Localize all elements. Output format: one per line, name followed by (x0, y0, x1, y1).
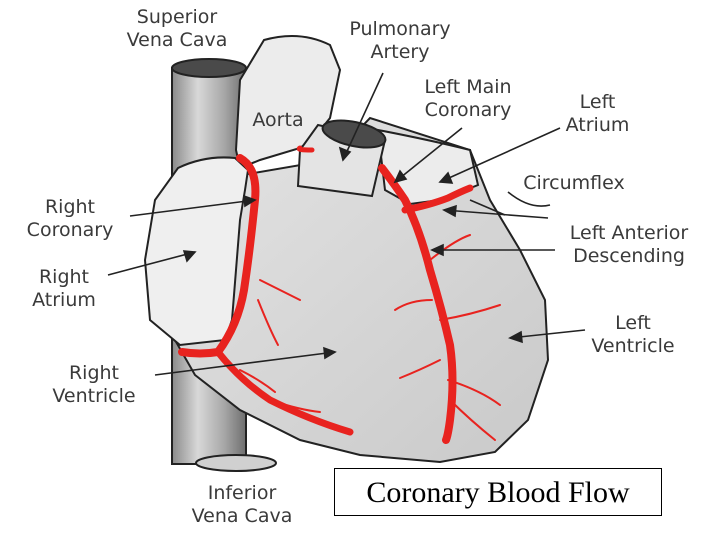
label-left-atrium-line1: Left (579, 91, 616, 113)
label-right-ventricle (36, 362, 152, 408)
label-superior-vena-cava-line1: Superior (136, 6, 218, 28)
label-left-atrium-line2: Atrium (565, 114, 630, 136)
label-right-atrium-line2: Atrium (32, 289, 96, 311)
label-right-coronary-line1: Right (44, 196, 96, 218)
label-circumflex-text: Circumflex (523, 172, 625, 194)
label-right-ventricle-line1: Right (68, 362, 120, 384)
label-left-ventricle (575, 312, 691, 358)
label-pulmonary-artery (330, 18, 470, 64)
label-circumflex (506, 172, 642, 195)
right-atrium-shape (145, 157, 248, 345)
label-inferior-vena-cava (172, 482, 312, 528)
label-aorta (240, 109, 316, 132)
label-pulmonary-artery-line1: Pulmonary (349, 18, 451, 40)
label-inferior-vena-cava-line1: Inferior (207, 482, 277, 504)
label-left-main-coronary-line1: Left Main (424, 76, 512, 98)
label-inferior-vena-cava-line2: Vena Cava (191, 505, 293, 527)
label-superior-vena-cava (112, 6, 242, 52)
label-left-ventricle-line1: Left (615, 312, 651, 334)
label-right-ventricle-line2: Ventricle (52, 385, 136, 407)
label-left-atrium (555, 91, 640, 137)
label-right-coronary (8, 196, 132, 242)
label-right-coronary-line2: Coronary (26, 219, 114, 241)
label-lad-line1: Left Anterior (569, 222, 689, 244)
label-aorta-text: Aorta (252, 109, 304, 131)
label-pulmonary-artery-line2: Artery (370, 41, 430, 63)
label-right-atrium-line1: Right (38, 266, 90, 288)
label-left-main-coronary-line2: Coronary (424, 99, 512, 121)
caption-box: Coronary Blood Flow (334, 468, 662, 516)
label-left-anterior-descending (552, 222, 706, 268)
label-left-ventricle-line2: Ventricle (591, 335, 675, 357)
label-superior-vena-cava-line2: Vena Cava (126, 29, 228, 51)
label-lad-line2: Descending (573, 245, 685, 267)
label-left-main-coronary (408, 76, 528, 122)
label-right-atrium (22, 266, 106, 312)
